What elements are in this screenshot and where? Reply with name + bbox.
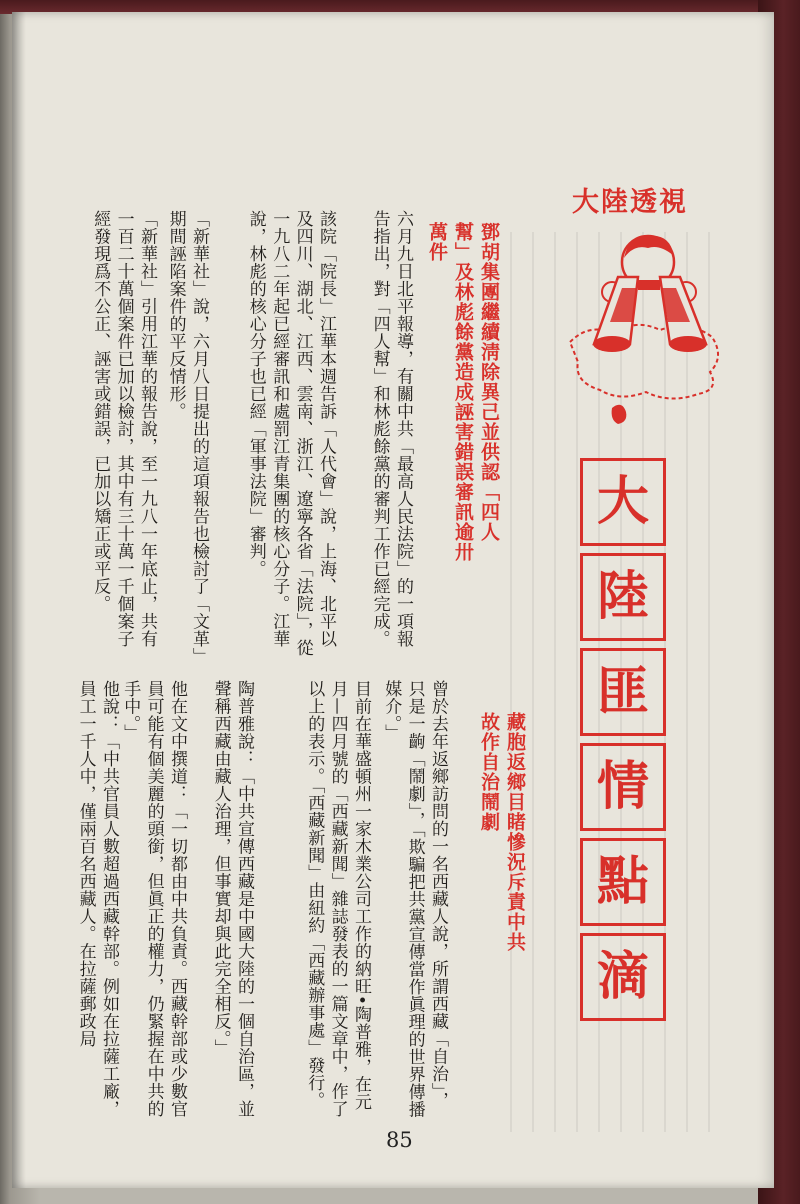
column-title: 大陸透視 — [572, 187, 688, 218]
article2-paragraph-2: 目前在華盛頓州一家木業公司工作的納旺•陶普雅，在元月—四月號的「西藏新聞」雜誌發表的一篇文章中，作了以上的表示。「西藏新聞」由紐約「西藏辦事處」發行。 — [304, 680, 371, 1118]
article2-headline: 藏胞返鄉目睹慘況斥責中共故作自治鬧劇 — [478, 712, 526, 952]
article1-paragraph-3: 「新華社」說，六月八日提出的這項報告也檢討了「文革」期間誣陷案件的平反情形。 — [165, 210, 209, 657]
article1-paragraph-2: 該院「院長」江華本週告訴「人代會」說，上海、北平以及四川、湖北、江西、雲南、浙江、遼寧各省「法院」，從一九八二年起已經審訊和處罰江青集團的核心分子。江華說，林彪的核心分子也已經「軍事法院」審判。 — [245, 210, 336, 657]
column-name-char-2: 陸 — [580, 553, 666, 641]
column-name-char-3: 匪 — [580, 648, 666, 736]
column-name-char-5: 點 — [580, 838, 666, 926]
article2-paragraph-4: 他在文中撰道：「一切都由中共負責。西藏幹部或少數官員可能有個美麗的頭銜，但眞正的權力，仍緊握在中共的手中。」 — [120, 680, 187, 1118]
article1-headline: 鄧胡集團繼續淸除異己並供認「四人幫」及林彪餘黨造成誣害錯誤審訊逾卅萬件 — [426, 222, 500, 562]
book-page — [12, 12, 774, 1188]
taiwan-map-illustration — [612, 405, 627, 424]
article1-paragraph-1: 六月九日北平報導，有關中共「最高人民法院」的一項報告指出，對「四人幫」和林彪餘黨的審判工作已經完成。 — [369, 210, 413, 648]
article2-paragraph-3: 陶普雅說：「中共宣傳西藏是中國大陸的一個自治區，並聲稱西藏由藏人治理，但事實却與此完全相反。」 — [210, 680, 254, 1118]
column-name-char-4: 情 — [580, 743, 666, 831]
article2-paragraph-5: 他說：「中共官員人數超過西藏幹部。例如在拉薩工廠，員工一千人中，僅兩百名西藏人。在拉薩郵政局 — [75, 680, 119, 1118]
column-name-char-1: 大 — [580, 458, 666, 546]
article1-paragraph-4: 「新華社」引用江華的報告說，至一九八一年底止，共有一百二十萬個案件已加以檢討，其中有三十萬一千個案子經發現爲不公正、誣害或錯誤，已加以矯正或平反。 — [90, 210, 157, 648]
page-number: 85 — [386, 1128, 413, 1152]
page-fold-shadow — [12, 12, 26, 1188]
article2-paragraph-1: 曾於去年返鄉訪問的一名西藏人說，所謂西藏「自治」，只是一齣「鬧劇」，「欺騙把共黨宣傳當作眞理的世界傳播媒介。」 — [381, 680, 448, 1118]
binoculars-illustration — [560, 222, 730, 432]
column-name-char-6: 滴 — [580, 933, 666, 1021]
